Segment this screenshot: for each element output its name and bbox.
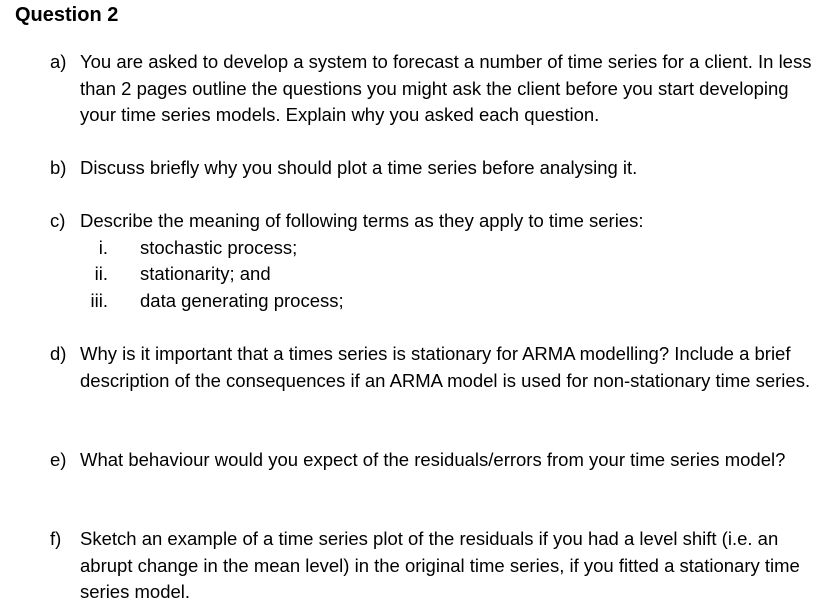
sub-item-number: i.	[98, 236, 108, 258]
part-text: Discuss briefly why you should plot a time series before analysing it.	[80, 157, 638, 178]
part-text: Describe the meaning of following terms as they apply to time series:	[80, 210, 644, 231]
sub-item-text: stochastic process;	[140, 236, 298, 258]
part-text: Why is it important that a times series is stationary for ARMA modelling? Include a brief description of the consequences if an ARMA model is used for non-stationary time series.	[80, 343, 811, 391]
question-part-e	[50, 447, 820, 474]
part-text: Sketch an example of a time series plot of the residuals if you had a level shift (i.e. an abrupt change in the mean level) in the original time series, if you fitted a stationary time series model.	[80, 528, 800, 602]
part-marker: e)	[50, 449, 67, 470]
sub-item	[50, 261, 820, 288]
sub-item-text: data generating process;	[140, 289, 344, 311]
sub-item-number: ii.	[94, 263, 108, 284]
question-part-c	[50, 208, 820, 314]
part-marker: d)	[50, 343, 67, 364]
sub-item	[50, 288, 820, 315]
question-title: Question 2	[15, 4, 119, 26]
sub-item	[50, 235, 820, 262]
question-part-d	[50, 341, 820, 394]
question-part-a	[50, 49, 820, 129]
part-marker: f)	[50, 528, 62, 549]
part-marker: c)	[50, 210, 66, 231]
sub-item-text: stationarity; and	[140, 263, 271, 284]
part-text: What behaviour would you expect of the residuals/errors from your time series model?	[80, 449, 786, 470]
part-marker: b)	[50, 157, 67, 178]
question-part-b	[50, 155, 820, 182]
sub-item-number: iii.	[90, 289, 108, 311]
part-text: You are asked to develop a system to forecast a number of time series for a client. In less than 2 pages outline the questions you might ask the client before you start developing your time series models. Explain why you asked each question.	[80, 51, 812, 125]
question-part-f	[50, 526, 820, 606]
part-marker: a)	[50, 51, 67, 72]
